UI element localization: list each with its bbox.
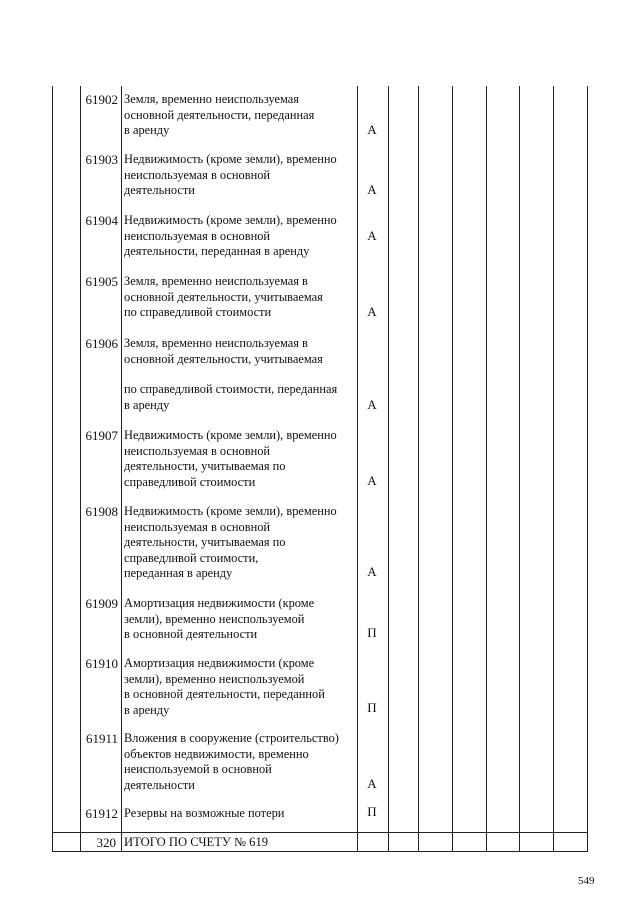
account-name: Недвижимость (кроме земли), временно неиспользуемая в основной деятельности, учитываемая по справедливой стоимости [124,428,337,489]
account-type: А [367,304,377,319]
account-type: А [367,397,377,412]
account-name: Земля, временно неиспользуемая в основной деятельности, учитываемая [124,336,323,366]
table-divider-col-7 [452,86,453,852]
account-code: 61912 [85,806,118,821]
account-code: 61910 [85,656,118,671]
table-divider-type [388,86,389,852]
account-name: Недвижимость (кроме земли), временно неиспользуемая в основной деятельности [124,152,337,198]
account-type: П [367,625,377,640]
table-divider-col-10 [553,86,554,852]
account-code: 61903 [85,152,118,167]
account-name: Недвижимость (кроме земли), временно неиспользуемая в основной деятельности, переданная в аренду [124,213,337,259]
account-code: 61904 [85,213,118,228]
account-code: 61909 [85,596,118,611]
account-type: А [367,564,377,579]
table-divider-col-6 [418,86,419,852]
table-border-left [52,86,53,852]
account-type: А [367,473,377,488]
total-row-top-border [52,832,587,833]
account-name: Недвижимость (кроме земли), временно неиспользуемая в основной деятельности, учитываемая по справедливой стоимости, переданная в аренду [124,504,337,581]
table-divider-col-9 [519,86,520,852]
table-divider-name [357,86,358,852]
account-code: 61902 [85,92,118,107]
account-type: А [367,182,377,197]
account-code: 61908 [85,504,118,519]
account-name-continuation: по справедливой стоимости, переданная в аренду [124,382,338,412]
account-code: 61906 [85,336,118,351]
account-name: Вложения в сооружение (строительство) объектов недвижимости, временно неиспользуемой в основной деятельности [124,731,339,792]
table-border-right [587,86,588,852]
account-name: Амортизация недвижимости (кроме земли), временно неиспользуемой в основной деятельности, переданной в аренду [124,656,325,717]
account-type: А [367,228,377,243]
account-name: Резервы на возможные потери [124,806,285,820]
total-row-bottom-border [52,851,587,852]
account-code: 61905 [85,274,118,289]
account-code: 61907 [85,428,118,443]
account-type: А [367,776,377,791]
account-type: П [367,700,377,715]
account-code: 61911 [85,731,118,746]
total-row-number: 320 [96,835,116,850]
account-name: Амортизация недвижимости (кроме земли), временно неиспользуемой в основной деятельности [124,596,315,642]
table-divider-col-8 [486,86,487,852]
page-number: 549 [578,875,595,887]
table-divider-code [121,86,122,852]
account-name: Земля, временно неиспользуемая основной деятельности, переданная в аренду [124,92,315,138]
account-type: А [367,122,377,137]
account-name: Земля, временно неиспользуемая в основной деятельности, учитываемая по справедливой стоимости [124,274,323,320]
total-row-label: ИТОГО ПО СЧЕТУ № 619 [124,835,269,849]
account-type: П [367,804,377,819]
